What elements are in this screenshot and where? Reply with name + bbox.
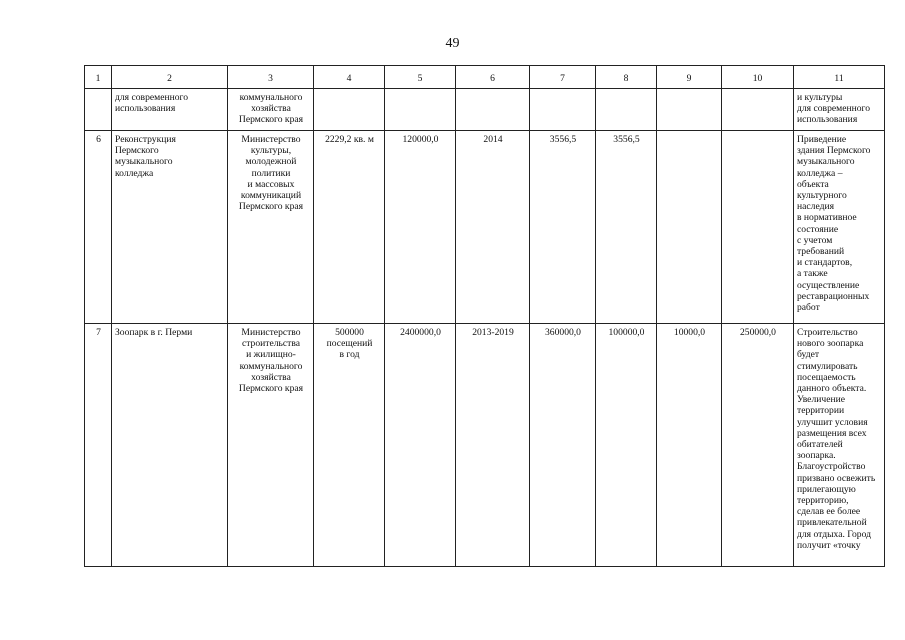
project-name: для современного использования (112, 89, 228, 131)
header-cell: 8 (596, 66, 657, 89)
period: 2014 (456, 131, 530, 324)
total-cost: 120000,0 (385, 131, 456, 324)
expected-effect: и культуры для современного использования (794, 89, 885, 131)
header-cell: 2 (112, 66, 228, 89)
row-number (85, 89, 112, 131)
table-row (85, 89, 885, 131)
header-cell: 4 (314, 66, 385, 89)
value-col-7 (530, 89, 596, 131)
period (456, 89, 530, 131)
value-col-7: 360000,0 (530, 324, 596, 567)
header-cell: 3 (228, 66, 314, 89)
value-col-8: 100000,0 (596, 324, 657, 567)
value-col-9: 10000,0 (657, 324, 722, 567)
value-col-10: 250000,0 (722, 324, 794, 567)
value-col-7: 3556,5 (530, 131, 596, 324)
value-col-9 (657, 131, 722, 324)
responsible-body: Министерство культуры, молодежной политики и массовых коммуникаций Пермского края (228, 131, 314, 324)
value-col-10 (722, 89, 794, 131)
value-col-8: 3556,5 (596, 131, 657, 324)
total-cost (385, 89, 456, 131)
value-col-9 (657, 89, 722, 131)
row-number: 7 (85, 324, 112, 567)
header-cell: 10 (722, 66, 794, 89)
expected-effect: Приведение здания Пермского музыкального колледжа – объекта культурного наследия в нормативное состояние с учетом требований и стандартов, а также осуществление реставрационных работ (794, 131, 885, 324)
table-header-row (85, 66, 885, 89)
period: 2013-2019 (456, 324, 530, 567)
value-col-8 (596, 89, 657, 131)
responsible-body: Министерство строительства и жилищно- коммунального хозяйства Пермского края (228, 324, 314, 567)
table-row (85, 324, 885, 567)
project-name: Реконструкция Пермского музыкального колледжа (112, 131, 228, 324)
expected-effect: Строительство нового зоопарка будет стимулировать посещаемость данного объекта. Увеличение территории улучшит условия размещения всех обитателей зоопарка. Благоустройство призвано освежить прилегающую территорию, сделав ее более привлекательной для отдыха. Город получит «точку (794, 324, 885, 567)
table-row (85, 131, 885, 324)
header-cell: 11 (794, 66, 885, 89)
responsible-body: коммунального хозяйства Пермского края (228, 89, 314, 131)
project-name: Зоопарк в г. Перми (112, 324, 228, 567)
header-cell: 6 (456, 66, 530, 89)
total-cost: 2400000,0 (385, 324, 456, 567)
capacity (314, 89, 385, 131)
header-cell: 5 (385, 66, 456, 89)
header-cell: 7 (530, 66, 596, 89)
header-cell: 9 (657, 66, 722, 89)
header-cell: 1 (85, 66, 112, 89)
row-number: 6 (85, 131, 112, 324)
capacity: 2229,2 кв. м (314, 131, 385, 324)
investment-projects-table (84, 65, 885, 567)
value-col-10 (722, 131, 794, 324)
capacity: 500000 посещений в год (314, 324, 385, 567)
page-number: 49 (445, 36, 460, 51)
